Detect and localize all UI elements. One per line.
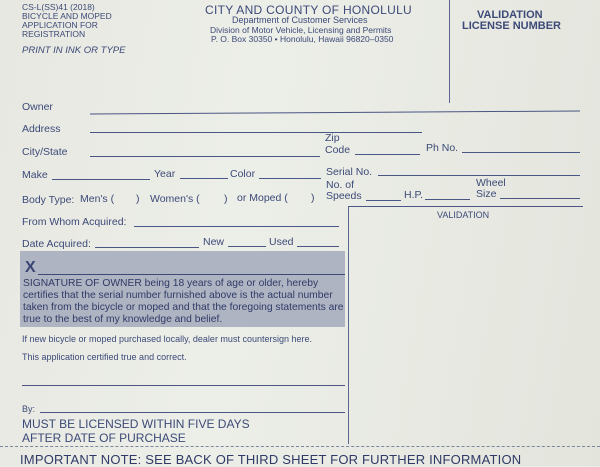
moped-option-close: ) xyxy=(311,192,315,204)
license-warning-2: AFTER DATE OF PURCHASE xyxy=(22,431,186,445)
agency-address: P. O. Box 30350 • Honolulu, Hawaii 96820–0350 xyxy=(211,34,394,44)
city-state-line[interactable] xyxy=(90,156,320,157)
serial-line[interactable] xyxy=(378,175,580,176)
new-label: New xyxy=(203,236,225,248)
wheel-size-label-1: Wheel xyxy=(476,177,506,189)
womens-option-close: ) xyxy=(224,193,228,205)
department: Department of Customer Services xyxy=(232,15,368,25)
used-label: Used xyxy=(269,236,294,248)
color-label: Color xyxy=(230,168,256,180)
date-acquired-label: Date Acquired: xyxy=(22,238,91,250)
city-state-label: City/State xyxy=(22,146,68,158)
year-line[interactable] xyxy=(180,178,228,179)
new-line[interactable] xyxy=(228,246,266,247)
form-title-line-1: BICYCLE AND MOPED xyxy=(22,11,112,21)
owner-line[interactable] xyxy=(90,111,580,115)
address-label: Address xyxy=(22,123,61,135)
date-acquired-line[interactable] xyxy=(95,247,199,248)
hp-line[interactable] xyxy=(425,199,470,200)
by-label: By: xyxy=(22,404,36,414)
womens-option[interactable]: Women's ( xyxy=(150,193,200,205)
zip-label-1: Zip xyxy=(325,132,340,144)
dealer-signature-line[interactable] xyxy=(22,385,345,386)
dealer-note: If new bicycle or moped purchased locally, dealer must countersign here. xyxy=(22,334,312,344)
speeds-line[interactable] xyxy=(366,200,401,201)
division: Division of Motor Vehicle, Licensing and Permits xyxy=(210,25,392,35)
zip-label-2: Code xyxy=(325,144,351,156)
signature-statement: SIGNATURE OF OWNER being 18 years of age or older, hereby certifies that the serial number furnished above is the actual number taken from the bicycle or moped and that the foregoing statements are true to the best of my knowledge and belief. xyxy=(23,278,344,325)
body-type-label: Body Type: xyxy=(22,194,75,206)
used-line[interactable] xyxy=(297,246,339,247)
validation-header-divider xyxy=(449,0,450,103)
wheel-size-label-2: Size xyxy=(476,188,497,200)
certified-text: This application certified true and correct. xyxy=(22,352,187,362)
form-title-line-3: REGISTRATION xyxy=(22,29,86,39)
from-whom-line[interactable] xyxy=(134,226,339,227)
print-instruction: PRINT IN INK OR TYPE xyxy=(22,45,126,56)
phone-label: Ph No. xyxy=(426,142,459,154)
speeds-label-2: Speeds xyxy=(326,190,362,202)
owner-label: Owner xyxy=(22,101,53,113)
color-line[interactable] xyxy=(259,178,321,179)
hp-label: H.P. xyxy=(404,189,424,201)
year-label: Year xyxy=(154,168,176,180)
form-code: CS-L(SS)41 (2018) xyxy=(22,2,95,12)
license-number-title: LICENSE NUMBER xyxy=(462,20,562,32)
license-warning-1: MUST BE LICENSED WITHIN FIVE DAYS xyxy=(22,417,250,431)
important-note: IMPORTANT NOTE: SEE BACK OF THIRD SHEET FOR FURTHER INFORMATION xyxy=(20,452,522,467)
form-title-line-2: APPLICATION FOR xyxy=(22,20,98,30)
validation-box-top xyxy=(348,206,583,207)
address-line[interactable] xyxy=(90,132,422,133)
zip-line[interactable] xyxy=(355,154,420,155)
serial-label: Serial No. xyxy=(326,166,373,178)
from-whom-label: From Whom Acquired: xyxy=(22,216,127,228)
signature-x-mark: X xyxy=(25,259,36,276)
moped-option[interactable]: or Moped ( xyxy=(237,192,288,204)
mens-option-close: ) xyxy=(136,193,140,205)
validation-title: VALIDATION xyxy=(477,9,543,21)
perforation-line xyxy=(0,446,600,447)
signature-line[interactable] xyxy=(38,274,345,275)
mens-option[interactable]: Men's ( xyxy=(80,193,115,205)
validation-box-label: VALIDATION xyxy=(437,210,490,220)
phone-line[interactable] xyxy=(462,152,580,153)
validation-box-left xyxy=(348,206,349,444)
speeds-label-1: No. of xyxy=(326,179,355,191)
agency-name: CITY AND COUNTY OF HONOLULU xyxy=(205,3,413,17)
make-line[interactable] xyxy=(52,179,150,180)
wheel-size-line[interactable] xyxy=(500,198,580,199)
by-line[interactable] xyxy=(40,412,345,413)
make-label: Make xyxy=(22,169,48,181)
